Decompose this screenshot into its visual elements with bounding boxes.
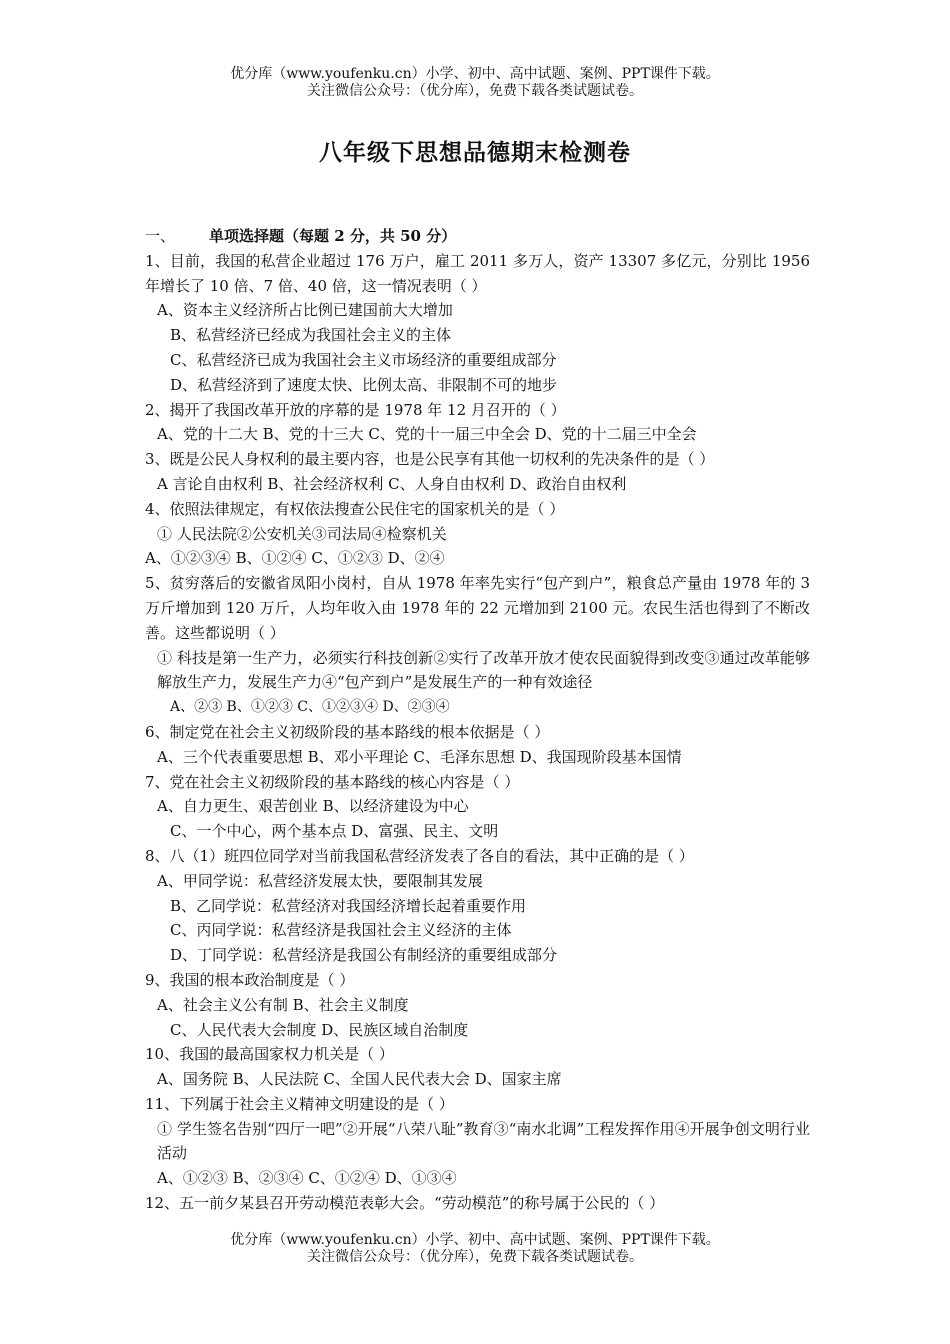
footer-line-1: 优分库（www.youfenku.cn）小学、初中、高中试题、案例、PPT课件下载。 [230, 1232, 720, 1248]
option-1b: B、私营经济已经成为我国社会主义的主体 [170, 326, 452, 345]
options-2: A、党的十二大 B、党的十三大 C、党的十一届三中全会 D、党的十二届三中全会 [157, 425, 697, 444]
page-header-top [0, 66, 950, 100]
header-line-2: 关注微信公众号：（优分库），免费下载各类试题试卷。 [307, 83, 643, 99]
option-8d: D、丁同学说：私营经济是我国公有制经济的重要组成部分 [170, 946, 558, 965]
question-12: 12、五一前夕某县召开劳动模范表彰大会。“劳动模范”的称号属于公民的（ ） [145, 1194, 665, 1213]
option-8a: A、甲同学说：私营经济发展太快，要限制其发展 [157, 871, 483, 890]
question-6: 6、制定党在社会主义初级阶段的基本路线的根本依据是（ ） [145, 722, 550, 741]
question-2: 2、揭开了我国改革开放的序幕的是 1978 年 12 月召开的（ ） [145, 400, 566, 419]
page-footer [0, 1232, 950, 1266]
section-label: 单项选择题（每题 2 分，共 50 分） [209, 227, 457, 245]
options-4: A、①②③④ B、①②④ C、①②③ D、②④ [145, 549, 445, 568]
footer-line-2: 关注微信公众号：（优分库），免费下载各类试题试卷。 [307, 1249, 643, 1265]
question-8: 8、八（1）班四位同学对当前我国私营经济发表了各自的看法，其中正确的是（ ） [145, 846, 694, 865]
section-heading [145, 224, 810, 249]
statements-4: ① 人民法院②公安机关③司法局④检察机关 [157, 524, 447, 543]
question-11: 11、下列属于社会主义精神文明建设的是（ ） [145, 1094, 454, 1113]
question-10: 10、我国的最高国家权力机关是（ ） [145, 1045, 394, 1064]
options-7-ab: A、自力更生、艰苦创业 B、以经济建设为中心 [157, 797, 469, 816]
question-9: 9、我国的根本政治制度是（ ） [145, 970, 355, 989]
option-1a: A、资本主义经济所占比例已建国前大大增加 [157, 301, 453, 320]
options-11: A、①②③ B、②③④ C、①②④ D、①③④ [157, 1169, 457, 1188]
option-1d: D、私营经济到了速度太快、比例太高、非限制不可的地步 [170, 375, 558, 394]
question-5: 5、贫穷落后的安徽省凤阳小岗村，自从 1978 年率先实行“包产到户”，粮食总产量由 1978 年的 3 万斤增加到 120 万斤，人均年收入由 1978 年的 22 元增加到 2100 元。农民生活也得到了不断改善。这些都说明（ ） [145, 574, 810, 642]
option-8c: C、丙同学说：私营经济是我国社会主义经济的主体 [170, 921, 512, 940]
options-5: A、②③ B、①②③ C、①②③④ D、②③④ [170, 699, 450, 716]
options-10: A、国务院 B、人民法院 C、全国人民代表大会 D、国家主席 [157, 1070, 562, 1089]
option-1c: C、私营经济已成为我国社会主义市场经济的重要组成部分 [170, 350, 557, 369]
header-line-1: 优分库（www.youfenku.cn）小学、初中、高中试题、案例、PPT课件下载。 [230, 66, 720, 82]
question-content [145, 224, 810, 1216]
options-6: A、三个代表重要思想 B、邓小平理论 C、毛泽东思想 D、我国现阶段基本国情 [157, 747, 682, 766]
option-8b: B、乙同学说：私营经济对我国经济增长起着重要作用 [170, 896, 527, 915]
question-4: 4、依照法律规定，有权依法搜查公民住宅的国家机关的是（ ） [145, 499, 565, 518]
options-9-cd: C、人民代表大会制度 D、民族区域自治制度 [170, 1020, 469, 1039]
question-3: 3、既是公民人身权利的最主要内容，也是公民享有其他一切权利的先决条件的是（ ） [145, 450, 715, 469]
options-9-ab: A、社会主义公有制 B、社会主义制度 [157, 995, 409, 1014]
section-number: 一、 [145, 227, 176, 245]
page-title: 八年级下思想品德期末检测卷 [319, 139, 631, 166]
options-3: A 言论自由权利 B、社会经济权利 C、人身自由权利 D、政治自由权利 [157, 474, 627, 493]
question-7: 7、党在社会主义初级阶段的基本路线的核心内容是（ ） [145, 772, 520, 791]
options-7-cd: C、一个中心，两个基本点 D、富强、民主、文明 [170, 822, 499, 841]
statements-5: ① 科技是第一生产力，必须实行科技创新②实行了改革开放才使农民面貌得到改变③通过改革能够解放生产力，发展生产力④“包产到户”是发展生产的一种有效途径 [157, 648, 810, 692]
statements-11: ① 学生签名告别“四厅一吧”②开展“八荣八耻”教育③“南水北调”工程发挥作用④开展争创文明行业活动 [157, 1119, 810, 1163]
question-1: 1、目前，我国的私营企业超过 176 万户，雇工 2011 多万人，资产 13307 多亿元，分别比 1956 年增长了 10 倍、7 倍、40 倍，这一情况表明（ ） [145, 251, 810, 295]
